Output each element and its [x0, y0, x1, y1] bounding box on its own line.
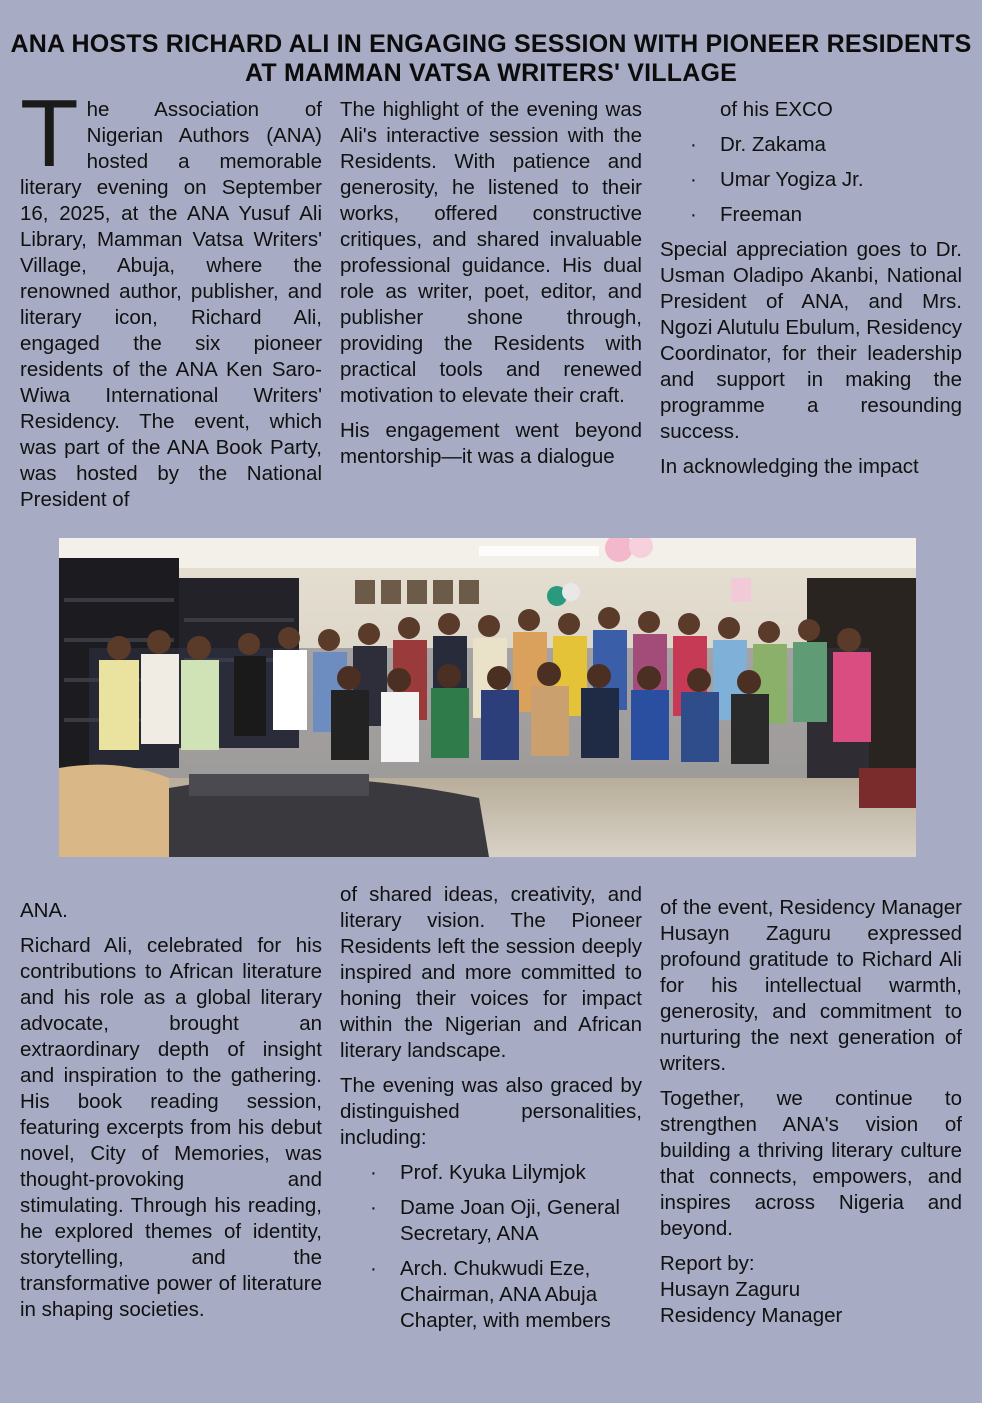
drop-cap: T: [20, 97, 79, 187]
column-3-top: [660, 97, 962, 517]
reporter-name: Husayn Zaguru: [660, 1278, 801, 1301]
exco-list: [660, 132, 962, 228]
column-3-bottom: [660, 895, 962, 1385]
column-2-top: [340, 97, 642, 517]
column-1-top: [20, 97, 322, 517]
report-by: Report by:: [660, 1252, 755, 1275]
intro-paragraph: he Association of Nigerian Authors (ANA) hosted a memorable literary evening on September 16, 2025, at the ANA Yusuf Ali Library, Mamman Vatsa Writers' Village, Abuja, where the renowned author, publisher, and literary icon, Richard Ali, engaged the six pioneer residents of the ANA Ken Saro-Wiwa International Writers' Residency. The event, which was part of the ANA Book Party, was hosted by the National President of: [20, 98, 322, 511]
list-item: · Arch. Chukwudi Eze, Chairman, ANA Abuja Chapter, with members: [340, 1256, 642, 1334]
column-1-bottom: [20, 898, 322, 1388]
vision-paragraph: Together, we continue to strengthen ANA's vision of building a thriving literary culture that connects, empowers, and inspires across Nigeria and beyond.: [660, 1087, 962, 1240]
richard-ali-paragraph: Richard Ali, celebrated for his contributions to African literature and his role as a global literary advocate, brought an extraordinary depth of insight and inspiration to the gathering. His book reading session, featuring excerpts from his debut novel, City of Memories, was thought-provoking and stimulating. Through his reading, he explored themes of identity, storytelling, and the transformative power of literature in shaping societies.: [20, 934, 322, 1321]
shared-ideas-paragraph: of shared ideas, creativity, and literary vision. The Pioneer Residents left the session deeply inspired and more committed to honing their voices for impact within the Nigerian and African literary landscape.: [340, 883, 642, 1062]
list-item: · Freeman: [660, 202, 962, 228]
exco-continuation: of his EXCO: [720, 98, 833, 121]
highlight-paragraph: The highlight of the evening was Ali's interactive session with the Residents. With patience and generosity, he listened to their works, offered constructive critiques, and shared invaluable professional guidance. His dual role as writer, poet, editor, and publisher shone through, providing the Residents with practical tools and renewed motivation to elevate their craft.: [340, 98, 642, 407]
graced-paragraph: The evening was also graced by distinguished personalities, including:: [340, 1074, 642, 1149]
personalities-list: [340, 1160, 642, 1334]
column-2-bottom: [340, 882, 642, 1372]
reporter-title: Residency Manager: [660, 1304, 843, 1327]
headline: ANA HOSTS RICHARD ALI IN ENGAGING SESSION WITH PIONEER RESIDENTS AT MAMMAN VATSA WRITERS' VILLAGE: [10, 30, 972, 87]
ana-continuation: ANA.: [20, 899, 68, 922]
impact-paragraph: In acknowledging the impact: [660, 455, 919, 478]
appreciation-paragraph: Special appreciation goes to Dr. Usman Oladipo Akanbi, National President of ANA, and Mrs. Ngozi Alutulu Ebulum, Residency Coordinator, for their leadership and support in making the programme a resounding success.: [660, 238, 962, 443]
list-item: · Umar Yogiza Jr.: [660, 167, 962, 193]
list-item: · Prof. Kyuka Lilymjok: [340, 1160, 642, 1186]
list-item: · Dame Joan Oji, General Secretary, ANA: [340, 1195, 642, 1247]
list-item: · Dr. Zakama: [660, 132, 962, 158]
group-photo-illustration: [59, 538, 916, 857]
group-photo: [59, 538, 916, 857]
gratitude-paragraph: of the event, Residency Manager Husayn Zaguru expressed profound gratitude to Richard Ali for his intellectual warmth, generosity, and commitment to nurturing the next generation of writers.: [660, 896, 962, 1075]
engagement-paragraph: His engagement went beyond mentorship—it was a dialogue: [340, 419, 642, 468]
